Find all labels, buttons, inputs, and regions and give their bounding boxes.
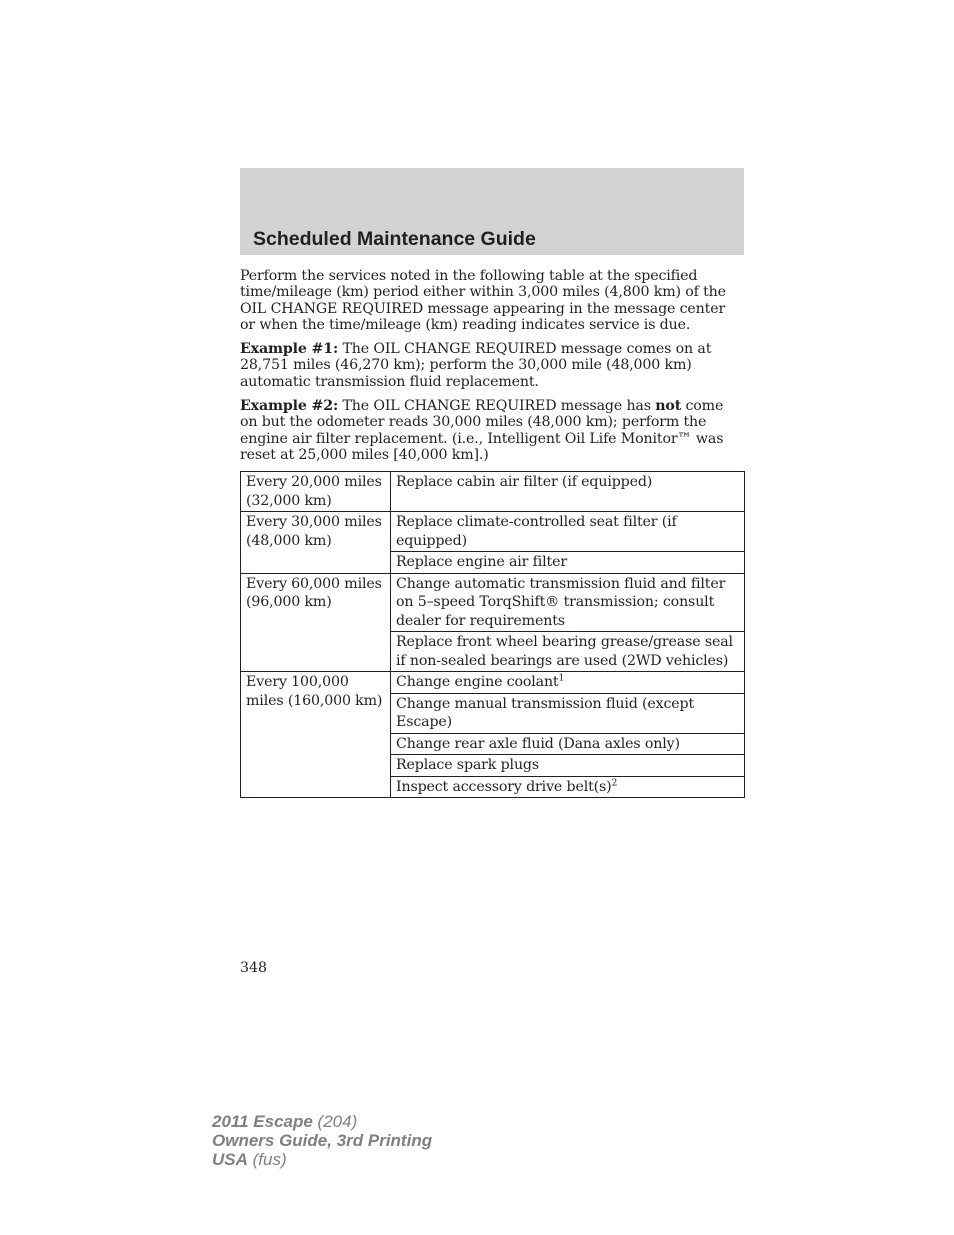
service-cell: Replace cabin air filter (if equipped) [391,472,745,512]
service-cell [391,672,745,694]
document-footer [212,1112,432,1169]
table-row [241,573,745,632]
table-row [241,672,745,694]
example-1-label: Example #1: [240,341,339,358]
interval-cell: Every 20,000 miles (32,000 km) [241,472,391,512]
example-1-text: The OIL CHANGE REQUIRED message comes on at 28,751 miles (46,270 km); perform the 30,000 mile (48,000 km) automatic transmission fluid replacement. [240,341,712,390]
footer-model-code: (204) [312,1112,358,1131]
footer-line-2: Owners Guide, 3rd Printing [212,1131,433,1150]
table-row [241,472,745,512]
table-row [241,512,745,552]
interval-cell: Every 30,000 miles (48,000 km) [241,512,391,574]
footer-market: USA [212,1150,248,1169]
footer-model: 2011 Escape [212,1112,313,1131]
page-number: 348 [240,960,268,976]
footnote-mark: 2 [611,778,618,789]
example-2-text-b: come on but the odometer reads 30,000 miles (48,000 km); perform the engine air filter replacement. (i.e., Intelligent Oil Life Monitor™ was reset at 25,000 miles [40,000 km].) [240,398,724,463]
service-cell: Replace spark plugs [391,755,745,777]
service-cell [391,776,745,798]
service-cell: Replace front wheel bearing grease/grease seal if non-sealed bearings are used (2WD vehicles) [391,632,745,672]
service-cell: Change automatic transmission fluid and filter on 5–speed TorqShift® transmission; consult dealer for requirements [391,573,745,632]
interval-cell: Every 100,000 miles (160,000 km) [241,672,391,798]
page-body [240,268,744,798]
interval-cell: Every 60,000 miles (96,000 km) [241,573,391,672]
footer-line-1 [212,1112,432,1131]
example-2-text-a: The OIL CHANGE REQUIRED message has [338,398,656,415]
example-2-emphasis: not [655,398,682,415]
footer-line-3 [212,1150,432,1169]
example-2-paragraph [240,398,744,463]
footer-market-code: (fus) [247,1150,287,1169]
maintenance-table [240,471,745,798]
service-text: Change engine coolant [396,674,559,691]
footnote-mark: 1 [558,673,565,684]
example-1-paragraph [240,341,744,390]
example-2-label: Example #2: [240,398,339,415]
service-cell: Change manual transmission fluid (except Escape) [391,693,745,733]
intro-paragraph: Perform the services noted in the following table at the specified time/mileage (km) period either within 3,000 miles (4,800 km) of the OIL CHANGE REQUIRED message appearing in the message center or when the time/mileage (km) reading indicates service is due. [240,268,726,333]
service-cell: Change rear axle fluid (Dana axles only) [391,733,745,755]
service-text: Inspect accessory drive belt(s) [396,778,612,795]
section-title: Scheduled Maintenance Guide [253,228,536,250]
service-cell: Replace climate-controlled seat filter (if equipped) [391,512,745,552]
section-header-band [240,168,744,255]
service-cell: Replace engine air filter [391,552,745,574]
